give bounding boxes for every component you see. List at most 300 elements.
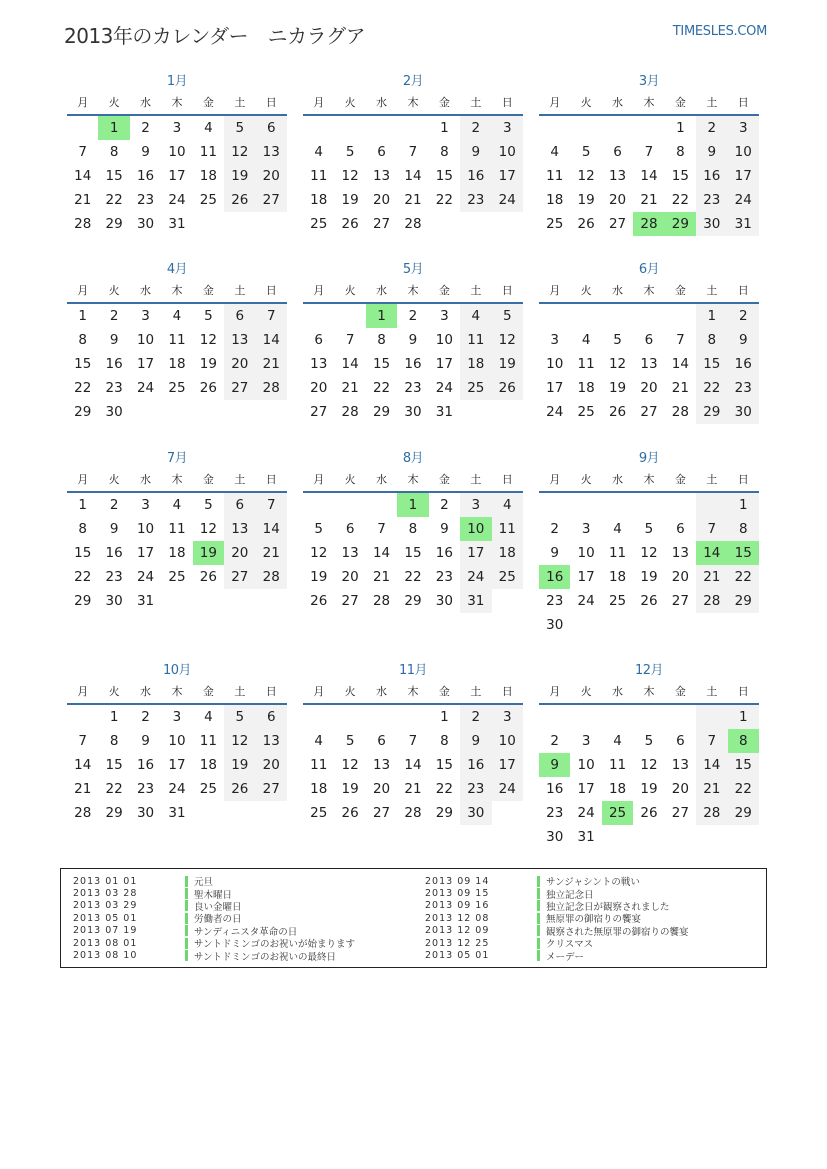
empty-cell	[602, 613, 633, 637]
day-cell: 30	[105, 404, 123, 420]
holiday-entry	[73, 887, 355, 899]
weekday-label: 日	[265, 284, 277, 297]
week-row	[539, 164, 759, 188]
empty-cell	[224, 400, 255, 424]
weekday-label: 日	[265, 473, 277, 486]
holiday-name: 良い金曜日	[194, 901, 242, 913]
week-row	[303, 116, 523, 140]
day-cell: 4	[204, 709, 213, 725]
holiday-entry	[425, 949, 689, 961]
day-cell: 9	[109, 332, 119, 348]
empty-cell	[334, 304, 365, 328]
day-cell: 31	[577, 829, 595, 845]
empty-cell	[665, 304, 696, 328]
day-cell: 1	[728, 705, 759, 729]
month-name: 7月	[166, 451, 188, 466]
day-cell: 11	[460, 328, 491, 352]
holiday-marker	[185, 876, 188, 887]
day-cell: 13	[310, 356, 328, 372]
day-cell: 21	[256, 541, 287, 565]
day-cell: 20	[671, 781, 689, 797]
day-cell: 29	[435, 805, 453, 821]
week-row	[303, 212, 523, 236]
day-cell: 5	[204, 308, 213, 324]
holiday-name: 独立記念日が観察されました	[546, 901, 670, 913]
day-cell: 23	[546, 593, 564, 609]
empty-cell	[633, 705, 664, 729]
day-cell: 3	[550, 332, 559, 348]
week-row	[539, 493, 759, 517]
day-cell: 1	[440, 120, 449, 136]
day-cell: 4	[314, 733, 323, 749]
weekday-label: 水	[140, 473, 152, 486]
day-cell: 19	[310, 569, 328, 585]
day-cell: 31	[136, 593, 155, 609]
day-cell: 6	[377, 733, 386, 749]
empty-cell	[193, 400, 224, 424]
holiday-date: 2013 12 25	[425, 937, 490, 949]
empty-cell	[696, 705, 727, 729]
week-row	[303, 589, 523, 613]
holiday-entry	[425, 937, 689, 949]
week-row	[303, 753, 523, 777]
day-cell: 19	[640, 569, 658, 585]
day-cell: 10	[435, 332, 453, 348]
day-cell: 11	[577, 356, 595, 372]
holiday-column-left	[73, 875, 355, 962]
week-row	[539, 777, 759, 801]
day-cell: 3	[172, 709, 182, 725]
day-cell: 1	[728, 493, 759, 517]
weekday-label: 日	[737, 685, 749, 698]
day-cell: 30	[435, 593, 453, 609]
day-cell: 14	[256, 517, 287, 541]
week-row	[539, 116, 759, 140]
day-cell: 12	[640, 757, 658, 773]
weekday-label: 金	[438, 96, 450, 109]
day-cell: 20	[224, 352, 255, 376]
day-cell: 13	[640, 356, 658, 372]
week-row	[303, 493, 523, 517]
empty-cell	[334, 116, 365, 140]
month-name: 3月	[638, 74, 660, 89]
weekday-label: 水	[612, 284, 624, 297]
day-cell: 26	[640, 805, 658, 821]
day-cell: 28	[74, 805, 92, 821]
empty-cell	[665, 825, 696, 849]
weekday-header	[67, 681, 287, 705]
weekday-header	[539, 92, 759, 116]
day-cell: 16	[105, 545, 123, 561]
day-cell: 7	[256, 493, 287, 517]
empty-cell	[539, 705, 570, 729]
holiday-day-cell: 1	[98, 116, 129, 140]
weekday-label: 水	[612, 685, 624, 698]
empty-cell	[130, 400, 161, 424]
empty-cell	[303, 705, 334, 729]
empty-cell	[539, 116, 570, 140]
day-cell: 18	[608, 781, 627, 797]
month-3	[539, 72, 759, 236]
week-row	[67, 304, 287, 328]
day-cell: 6	[644, 332, 654, 348]
month-7	[67, 449, 287, 613]
empty-cell	[539, 304, 570, 328]
holiday-marker	[185, 900, 188, 911]
week-row	[539, 517, 759, 541]
day-cell: 3	[581, 521, 591, 537]
weekday-label: 木	[407, 284, 419, 297]
weekday-label: 金	[202, 284, 214, 297]
day-cell: 26	[199, 569, 217, 585]
day-cell: 12	[492, 328, 523, 352]
week-row	[67, 164, 287, 188]
day-cell: 12	[341, 757, 359, 773]
day-cell: 7	[78, 733, 87, 749]
day-cell: 2	[141, 709, 150, 725]
weekday-label: 土	[470, 685, 482, 698]
holiday-entry	[425, 912, 689, 924]
empty-cell	[224, 589, 255, 613]
day-cell: 29	[728, 589, 759, 613]
day-cell: 12	[224, 140, 255, 164]
day-cell: 24	[168, 781, 186, 797]
day-cell: 17	[577, 569, 595, 585]
weekday-label: 金	[674, 685, 686, 698]
holiday-name: 聖木曜日	[194, 889, 233, 901]
day-cell: 21	[404, 781, 422, 797]
day-cell: 29	[74, 593, 92, 609]
day-cell: 20	[640, 380, 658, 396]
empty-cell	[492, 801, 523, 825]
week-row	[67, 140, 287, 164]
month-name: 11月	[398, 663, 428, 678]
day-cell: 7	[408, 733, 418, 749]
day-cell: 19	[608, 380, 627, 396]
day-cell: 15	[105, 757, 123, 773]
day-cell: 19	[640, 781, 658, 797]
day-cell: 26	[341, 805, 359, 821]
day-cell: 21	[372, 569, 391, 585]
day-cell: 26	[199, 380, 217, 396]
holiday-entry	[73, 949, 355, 961]
holiday-marker	[537, 913, 540, 924]
day-cell: 12	[199, 332, 217, 348]
day-cell: 22	[696, 376, 727, 400]
weekday-label: 水	[376, 284, 388, 297]
day-cell: 17	[168, 757, 186, 773]
month-name: 10月	[162, 663, 192, 678]
day-cell: 20	[256, 753, 287, 777]
day-cell: 11	[546, 168, 564, 184]
day-cell: 23	[404, 380, 422, 396]
empty-cell	[460, 400, 491, 424]
day-cell: 16	[435, 545, 453, 561]
day-cell: 28	[404, 805, 422, 821]
day-cell: 14	[671, 356, 689, 372]
week-row	[303, 376, 523, 400]
empty-cell	[570, 493, 601, 517]
holiday-entry	[425, 925, 689, 937]
day-cell: 8	[109, 144, 119, 160]
holiday-list	[60, 868, 767, 968]
day-cell: 29	[728, 801, 759, 825]
day-cell: 26	[608, 404, 627, 420]
week-row	[67, 589, 287, 613]
empty-cell	[303, 493, 334, 517]
day-cell: 7	[408, 144, 418, 160]
day-cell: 13	[671, 545, 689, 561]
day-cell: 17	[546, 380, 564, 396]
week-row	[67, 493, 287, 517]
day-cell: 30	[105, 593, 123, 609]
day-cell: 22	[74, 380, 92, 396]
empty-cell	[633, 304, 664, 328]
day-cell: 22	[728, 777, 759, 801]
day-cell: 16	[404, 356, 422, 372]
week-row	[539, 140, 759, 164]
day-cell: 9	[141, 144, 150, 160]
day-cell: 3	[141, 497, 150, 513]
day-cell: 28	[341, 404, 359, 420]
day-cell: 4	[550, 144, 559, 160]
day-cell: 9	[408, 332, 418, 348]
page-title: 2013年のカレンダー ニカラグア	[64, 24, 366, 48]
week-row	[67, 188, 287, 212]
day-cell: 13	[608, 168, 627, 184]
empty-cell	[334, 705, 365, 729]
weekday-label: 月	[313, 473, 325, 486]
empty-cell	[633, 493, 664, 517]
holiday-date: 2013 09 16	[425, 900, 490, 912]
day-cell: 10	[136, 332, 155, 348]
day-cell: 15	[74, 545, 92, 561]
day-cell: 18	[492, 541, 523, 565]
month-name: 1月	[166, 74, 188, 89]
day-cell: 18	[460, 352, 491, 376]
weekday-label: 金	[438, 284, 450, 297]
empty-cell	[492, 589, 523, 613]
empty-cell	[193, 801, 224, 825]
weekday-label: 土	[234, 685, 246, 698]
empty-cell	[665, 705, 696, 729]
holiday-date: 2013 12 08	[425, 912, 490, 924]
day-cell: 16	[136, 168, 155, 184]
day-cell: 11	[168, 332, 186, 348]
holiday-name: クリスマス	[546, 939, 594, 951]
day-cell: 20	[372, 781, 391, 797]
day-cell: 15	[404, 545, 422, 561]
day-cell: 2	[550, 733, 559, 749]
weekday-label: 火	[108, 473, 120, 486]
holiday-day-cell: 1	[366, 304, 397, 328]
day-cell: 24	[136, 380, 155, 396]
month-1	[67, 72, 287, 236]
day-cell: 23	[136, 192, 155, 208]
day-cell: 3	[492, 116, 523, 140]
weekday-label: 火	[344, 96, 356, 109]
day-cell: 7	[696, 729, 727, 753]
holiday-day-cell: 10	[460, 517, 491, 541]
empty-cell	[602, 304, 633, 328]
day-cell: 28	[404, 216, 422, 232]
empty-cell	[256, 212, 287, 236]
holiday-date: 2013 05 01	[73, 912, 138, 924]
weekday-header	[67, 280, 287, 304]
day-cell: 23	[546, 805, 564, 821]
empty-cell	[728, 825, 759, 849]
day-cell: 14	[74, 757, 92, 773]
weekday-label: 木	[171, 473, 183, 486]
weekday-label: 日	[501, 96, 513, 109]
day-cell: 4	[204, 120, 213, 136]
day-cell: 10	[492, 140, 523, 164]
day-cell: 28	[696, 589, 727, 613]
day-cell: 28	[696, 801, 727, 825]
day-cell: 10	[546, 356, 564, 372]
day-cell: 31	[460, 589, 491, 613]
weekday-label: 月	[313, 685, 325, 698]
month-name: 8月	[402, 451, 424, 466]
day-cell: 25	[199, 192, 217, 208]
day-cell: 10	[577, 545, 595, 561]
day-cell: 30	[546, 829, 564, 845]
day-cell: 3	[728, 116, 759, 140]
month-4	[67, 260, 287, 424]
week-row	[303, 565, 523, 589]
weekday-label: 水	[376, 685, 388, 698]
holiday-entry	[425, 900, 689, 912]
week-row	[539, 753, 759, 777]
day-cell: 28	[74, 216, 92, 232]
weekday-label: 木	[643, 96, 655, 109]
day-cell: 8	[408, 521, 418, 537]
day-cell: 30	[696, 212, 727, 236]
empty-cell	[728, 613, 759, 637]
day-cell: 1	[78, 497, 87, 513]
day-cell: 30	[460, 801, 491, 825]
empty-cell	[633, 825, 664, 849]
day-cell: 10	[728, 140, 759, 164]
day-cell: 15	[435, 168, 453, 184]
day-cell: 22	[105, 781, 123, 797]
week-row	[303, 801, 523, 825]
day-cell: 4	[460, 304, 491, 328]
weekday-label: 土	[234, 473, 246, 486]
day-cell: 5	[224, 116, 255, 140]
day-cell: 3	[460, 493, 491, 517]
day-cell: 21	[341, 380, 359, 396]
day-cell: 23	[696, 188, 727, 212]
weekday-label: 木	[171, 284, 183, 297]
holiday-day-cell: 15	[728, 541, 759, 565]
empty-cell	[256, 400, 287, 424]
weekday-label: 土	[234, 96, 246, 109]
weekday-label: 土	[470, 96, 482, 109]
week-row	[303, 400, 523, 424]
day-cell: 14	[372, 545, 391, 561]
week-row	[67, 212, 287, 236]
day-cell: 9	[550, 545, 559, 561]
month-name: 2月	[402, 74, 424, 89]
week-row	[303, 517, 523, 541]
day-cell: 5	[492, 304, 523, 328]
week-row	[539, 541, 759, 565]
day-cell: 9	[440, 521, 449, 537]
day-cell: 20	[372, 192, 391, 208]
weekday-label: 日	[737, 473, 749, 486]
day-cell: 14	[404, 168, 422, 184]
weekday-label: 土	[234, 284, 246, 297]
day-cell: 11	[310, 757, 328, 773]
day-cell: 22	[404, 569, 422, 585]
day-cell: 5	[581, 144, 591, 160]
weekday-label: 日	[501, 284, 513, 297]
empty-cell	[397, 116, 428, 140]
day-cell: 15	[105, 168, 123, 184]
day-cell: 2	[728, 304, 759, 328]
day-cell: 26	[492, 376, 523, 400]
week-row	[303, 304, 523, 328]
day-cell: 21	[74, 192, 92, 208]
week-row	[67, 801, 287, 825]
day-cell: 11	[492, 517, 523, 541]
weekday-label: 月	[77, 473, 89, 486]
day-cell: 8	[440, 733, 449, 749]
weekday-label: 火	[344, 284, 356, 297]
month-6	[539, 260, 759, 424]
holiday-marker	[185, 888, 188, 899]
holiday-day-cell: 28	[633, 212, 664, 236]
day-cell: 20	[671, 569, 689, 585]
week-row	[539, 400, 759, 424]
day-cell: 19	[224, 164, 255, 188]
day-cell: 3	[440, 308, 449, 324]
day-cell: 26	[640, 593, 658, 609]
empty-cell	[334, 493, 365, 517]
day-cell: 17	[435, 356, 453, 372]
day-cell: 21	[404, 192, 422, 208]
weekday-label: 木	[643, 473, 655, 486]
day-cell: 30	[136, 805, 155, 821]
day-cell: 27	[224, 565, 255, 589]
day-cell: 28	[671, 404, 689, 420]
brand-logo[interactable]: TIMESLES.COM	[672, 24, 767, 39]
weekday-label: 月	[549, 685, 561, 698]
day-cell: 6	[377, 144, 386, 160]
day-cell: 7	[696, 517, 727, 541]
empty-cell	[303, 304, 334, 328]
holiday-marker	[537, 950, 540, 961]
day-cell: 17	[460, 541, 491, 565]
weekday-header	[303, 280, 523, 304]
day-cell: 13	[372, 757, 391, 773]
weekday-label: 木	[171, 685, 183, 698]
weekday-label: 水	[376, 473, 388, 486]
day-cell: 7	[644, 144, 654, 160]
week-row	[539, 376, 759, 400]
day-cell: 18	[199, 757, 217, 773]
day-cell: 24	[460, 565, 491, 589]
empty-cell	[366, 705, 397, 729]
weekday-label: 月	[549, 284, 561, 297]
holiday-marker	[537, 900, 540, 911]
weekday-label: 木	[643, 685, 655, 698]
day-cell: 19	[341, 192, 359, 208]
day-cell: 6	[256, 116, 287, 140]
day-cell: 29	[404, 593, 422, 609]
day-cell: 3	[141, 308, 150, 324]
